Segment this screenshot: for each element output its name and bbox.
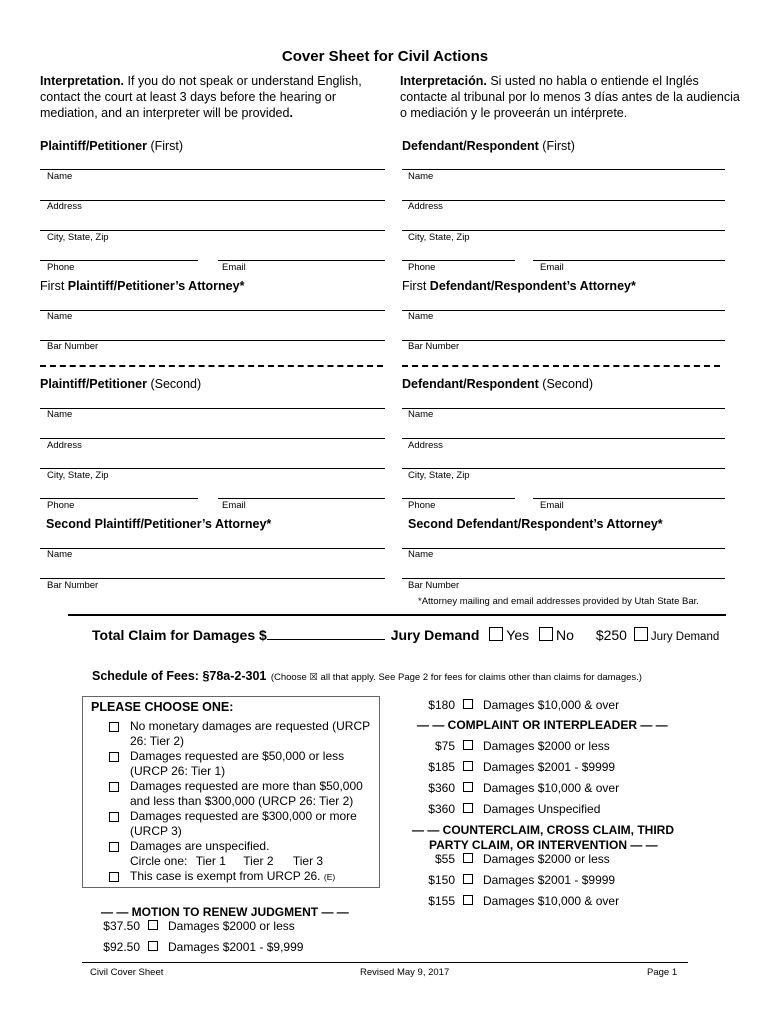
tier-2-option[interactable]: Tier 2	[243, 854, 274, 868]
claim-row	[92, 627, 719, 643]
complaint-row-3-desc: Damages $10,000 & over	[483, 781, 620, 795]
plaintiff2-address-field[interactable]	[40, 438, 385, 439]
plaintiff1-phone-label: Phone	[47, 262, 75, 273]
claim-rule	[68, 614, 726, 616]
defendant1-address-label: Address	[408, 201, 443, 212]
complaint-row-2[interactable]	[415, 760, 615, 774]
defendant1-phone-label: Phone	[408, 262, 436, 273]
counter-row-2[interactable]	[415, 873, 615, 887]
motion-row-2-desc: Damages $2001 - $9,999	[168, 940, 304, 954]
plaintiff2-name-field[interactable]	[40, 408, 385, 409]
interpretation-es-label: Interpretación.	[400, 74, 487, 88]
defendant1-name-field[interactable]	[402, 169, 725, 170]
plaintiff2-bar-label: Bar Number	[47, 580, 99, 591]
fee-top-checkbox[interactable]	[463, 699, 473, 709]
choose-option-6[interactable]	[109, 869, 375, 885]
interpretation-en-label: Interpretation.	[40, 74, 125, 88]
choose-option-5[interactable]	[109, 839, 375, 869]
exempt-suffix: (E)	[323, 872, 336, 882]
counter-row-3-desc: Damages $10,000 & over	[483, 894, 620, 908]
schedule-note: (Choose ☒ all that apply. See Page 2 for fees for claims other than claims for damages.)	[270, 672, 642, 683]
defendant1-phone-field[interactable]	[402, 260, 515, 261]
complaint-row-2-amount: $185	[428, 760, 455, 774]
complaint-row-4[interactable]	[415, 802, 600, 816]
plaintiff-first-title: Plaintiff/Petitioner	[40, 139, 147, 153]
complaint-row-1-desc: Damages $2000 or less	[483, 739, 610, 753]
plaintiff1-attorney-name-field[interactable]	[40, 310, 385, 311]
defendant2-attorney-heading	[408, 517, 663, 531]
choose-option-1-checkbox[interactable]	[109, 722, 119, 732]
choose-one-heading: PLEASE CHOOSE ONE:	[91, 700, 234, 714]
counter-row-3-amount: $155	[428, 894, 455, 908]
defendant2-email-field[interactable]	[533, 498, 725, 499]
fee-top-row[interactable]	[415, 698, 619, 712]
counter-heading-2: PARTY CLAIM, OR INTERVENTION — —	[429, 838, 658, 852]
defendant1-address-field[interactable]	[402, 200, 725, 201]
complaint-row-3-amount: $360	[428, 781, 455, 795]
plaintiff2-email-field[interactable]	[218, 498, 385, 499]
defendant2-attorney-name-label: Name	[408, 549, 434, 560]
defendant-first-heading	[402, 139, 575, 153]
tier-circle-row	[130, 854, 375, 869]
defendant1-email-field[interactable]	[533, 260, 725, 261]
plaintiff1-city-label: City, State, Zip	[47, 232, 109, 243]
choose-option-1[interactable]	[109, 719, 375, 749]
motion-row-2-checkbox[interactable]	[148, 941, 158, 951]
choose-option-4[interactable]	[109, 809, 375, 839]
jury-demand-small: Jury Demand	[650, 631, 720, 643]
counter-row-1-desc: Damages $2000 or less	[483, 852, 610, 866]
choose-option-2-label: Damages requested are $50,000 or less (URCP 26: Tier 1)	[130, 749, 345, 778]
choose-option-6-label: This case is exempt from URCP 26.	[130, 869, 321, 883]
complaint-row-3-checkbox[interactable]	[463, 782, 473, 792]
jury-demand-label: Jury Demand	[390, 627, 480, 643]
jury-no-label: No	[556, 627, 574, 643]
defendant-second-suffix: (Second)	[542, 377, 594, 391]
plaintiff-second-suffix: (Second)	[150, 377, 202, 391]
plaintiff-second-title: Plaintiff/Petitioner	[40, 377, 147, 391]
plaintiff2-bar-field[interactable]	[40, 578, 385, 579]
plaintiff-first-suffix: (First)	[150, 139, 184, 153]
schedule-label: Schedule of Fees: §78a-2-301	[92, 669, 267, 683]
jury-fee: $250	[595, 627, 627, 643]
plaintiff2-city-field[interactable]	[40, 468, 385, 469]
motion-heading: — — MOTION TO RENEW JUDGMENT — —	[101, 905, 349, 919]
defendant1-city-label: City, State, Zip	[408, 232, 470, 243]
plaintiff1-attorney-heading	[40, 279, 244, 293]
counter-heading-1: — — COUNTERCLAIM, CROSS CLAIM, THIRD	[412, 823, 674, 837]
circle-one-label: Circle one:	[130, 854, 188, 868]
defendant-second-heading	[402, 377, 593, 391]
plaintiff-first-heading	[40, 139, 183, 153]
choose-option-3[interactable]	[109, 779, 375, 809]
footer-center: Revised May 9, 2017	[360, 967, 450, 978]
plaintiff1-address-label: Address	[47, 201, 82, 212]
complaint-row-2-checkbox[interactable]	[463, 761, 473, 771]
jury-no-checkbox[interactable]	[539, 627, 553, 641]
plaintiff2-name-label: Name	[47, 409, 73, 420]
defendant2-city-label: City, State, Zip	[408, 470, 470, 481]
defendant2-name-field[interactable]	[402, 408, 725, 409]
defendant2-name-label: Name	[408, 409, 434, 420]
interpretation-es-text: Si usted no habla o entiende el Inglés contacte al tribunal por lo menos 3 días antes de la audiencia o mediación y le proveerán un intérprete.	[400, 74, 740, 120]
counter-row-2-desc: Damages $2001 - $9999	[483, 873, 616, 887]
plaintiff1-name-label: Name	[47, 171, 73, 182]
defendant1-name-label: Name	[408, 171, 434, 182]
footer-left: Civil Cover Sheet	[90, 967, 164, 978]
motion-row-1-checkbox[interactable]	[148, 920, 158, 930]
defendant2-address-label: Address	[408, 440, 443, 451]
plaintiff2-city-label: City, State, Zip	[47, 470, 109, 481]
defendant2-phone-label: Phone	[408, 500, 436, 511]
defendant1-email-label: Email	[540, 262, 564, 273]
plaintiff2-attorney-heading	[46, 517, 271, 531]
plaintiff2-attorney-title: Second Plaintiff/Petitioner’s Attorney*	[46, 517, 272, 531]
jury-yes-checkbox[interactable]	[489, 627, 503, 641]
defendant2-email-label: Email	[540, 500, 564, 511]
section-divider-right	[402, 365, 720, 367]
defendant1-bar-label: Bar Number	[408, 341, 460, 352]
counter-row-1[interactable]	[415, 852, 610, 866]
choose-option-4-label: Damages requested are $300,000 or more (URCP 3)	[130, 809, 357, 838]
total-claim-input[interactable]	[267, 627, 385, 640]
schedule-row	[92, 667, 642, 685]
jury-demand-checkbox[interactable]	[634, 627, 648, 641]
choose-option-3-label: Damages requested are more than $50,000 and less than $300,000 (URCP 26: Tier 2)	[130, 779, 363, 808]
counter-row-3-checkbox[interactable]	[463, 895, 473, 905]
page-title: Cover Sheet for Civil Actions	[281, 48, 489, 65]
plaintiff1-address-field[interactable]	[40, 200, 385, 201]
attorney-note: *Attorney mailing and email addresses provided by Utah State Bar.	[418, 596, 699, 607]
counter-row-2-amount: $150	[428, 873, 455, 887]
choose-option-6-checkbox[interactable]	[109, 872, 119, 882]
complaint-row-4-desc: Damages Unspecified	[483, 802, 601, 816]
interpretation-en-end: .	[289, 106, 293, 120]
plaintiff1-attorney-name-label: Name	[47, 311, 73, 322]
defendant-first-suffix: (First)	[542, 139, 575, 153]
plaintiff1-phone-field[interactable]	[40, 260, 198, 261]
total-claim-label: Total Claim for Damages $	[92, 627, 267, 643]
complaint-row-4-amount: $360	[428, 802, 455, 816]
defendant2-phone-field[interactable]	[402, 498, 515, 499]
defendant2-bar-label: Bar Number	[408, 580, 460, 591]
counter-row-1-amount: $55	[434, 852, 455, 866]
plaintiff2-address-label: Address	[47, 440, 82, 451]
choose-option-1-label: No monetary damages are requested (URCP 26: Tier 2)	[130, 719, 370, 748]
plaintiff2-attorney-name-field[interactable]	[40, 548, 385, 549]
choose-option-6-text	[130, 869, 375, 885]
motion-row-1-amount: $37.50	[103, 919, 140, 933]
motion-row-2[interactable]	[100, 940, 303, 954]
footer-right: Page 1	[647, 967, 678, 978]
plaintiff1-attorney-title: Plaintiff/Petitioner’s Attorney*	[67, 279, 245, 293]
defendant1-attorney-name-label: Name	[408, 311, 434, 322]
plaintiff1-email-field[interactable]	[218, 260, 385, 261]
motion-row-1-desc: Damages $2000 or less	[168, 919, 295, 933]
interpretation-english	[40, 73, 385, 121]
jury-yes-label: Yes	[506, 627, 530, 643]
defendant-second-title: Defendant/Respondent	[402, 377, 539, 391]
defendant-first-title: Defendant/Respondent	[402, 139, 539, 153]
defendant2-address-field[interactable]	[402, 438, 725, 439]
plaintiff2-email-label: Email	[222, 500, 246, 511]
counter-row-3[interactable]	[415, 894, 619, 908]
choose-option-4-checkbox[interactable]	[109, 812, 119, 822]
complaint-row-2-desc: Damages $2001 - $9999	[483, 760, 616, 774]
fee-top-amount: $180	[428, 698, 455, 712]
tier-1-option[interactable]: Tier 1	[195, 854, 226, 868]
interpretation-spanish	[400, 73, 745, 121]
choose-option-5-label: Damages are unspecified.	[130, 839, 270, 853]
counter-row-2-checkbox[interactable]	[463, 874, 473, 884]
defendant2-bar-field[interactable]	[402, 578, 725, 579]
footer-rule	[82, 962, 688, 963]
choose-one-box	[82, 696, 380, 888]
interpretation-en-text: If you do not speak or understand English, contact the court at least 3 days before the hearing or mediation, and an interpreter will be provided	[40, 74, 362, 120]
plaintiff1-bar-label: Bar Number	[47, 341, 99, 352]
defendant1-attorney-name-field[interactable]	[402, 310, 725, 311]
fee-top-desc: Damages $10,000 & over	[483, 698, 620, 712]
defendant1-attorney-title: Defendant/Respondent’s Attorney*	[429, 279, 636, 293]
defendant1-attorney-heading	[402, 279, 636, 293]
attorney-first-prefix: First	[40, 279, 65, 293]
plaintiff1-city-field[interactable]	[40, 230, 385, 231]
defendant2-city-field[interactable]	[402, 468, 725, 469]
defendant1-city-field[interactable]	[402, 230, 725, 231]
choose-option-5-checkbox[interactable]	[109, 842, 119, 852]
choose-option-2-checkbox[interactable]	[109, 752, 119, 762]
complaint-row-3[interactable]	[415, 781, 619, 795]
plaintiff2-phone-field[interactable]	[40, 498, 198, 499]
defendant2-attorney-name-field[interactable]	[402, 548, 725, 549]
plaintiff2-attorney-name-label: Name	[47, 549, 73, 560]
complaint-heading: — — COMPLAINT OR INTERPLEADER — —	[417, 718, 668, 732]
tier-3-option[interactable]: Tier 3	[292, 854, 324, 868]
plaintiff-second-heading	[40, 377, 201, 391]
plaintiff1-email-label: Email	[222, 262, 246, 273]
defendant2-attorney-title: Second Defendant/Respondent’s Attorney*	[408, 517, 663, 531]
section-divider-left	[40, 365, 383, 367]
choose-option-2[interactable]	[109, 749, 375, 779]
choose-option-3-checkbox[interactable]	[109, 782, 119, 792]
plaintiff1-name-field[interactable]	[40, 169, 385, 170]
complaint-row-4-checkbox[interactable]	[463, 803, 473, 813]
complaint-row-1[interactable]	[415, 739, 610, 753]
counter-row-1-checkbox[interactable]	[463, 853, 473, 863]
motion-row-1[interactable]	[100, 919, 295, 933]
plaintiff2-phone-label: Phone	[47, 500, 75, 511]
complaint-row-1-amount: $75	[434, 739, 455, 753]
motion-row-2-amount: $92.50	[103, 940, 140, 954]
complaint-row-1-checkbox[interactable]	[463, 740, 473, 750]
attorney-first-prefix-def: First	[402, 279, 427, 293]
